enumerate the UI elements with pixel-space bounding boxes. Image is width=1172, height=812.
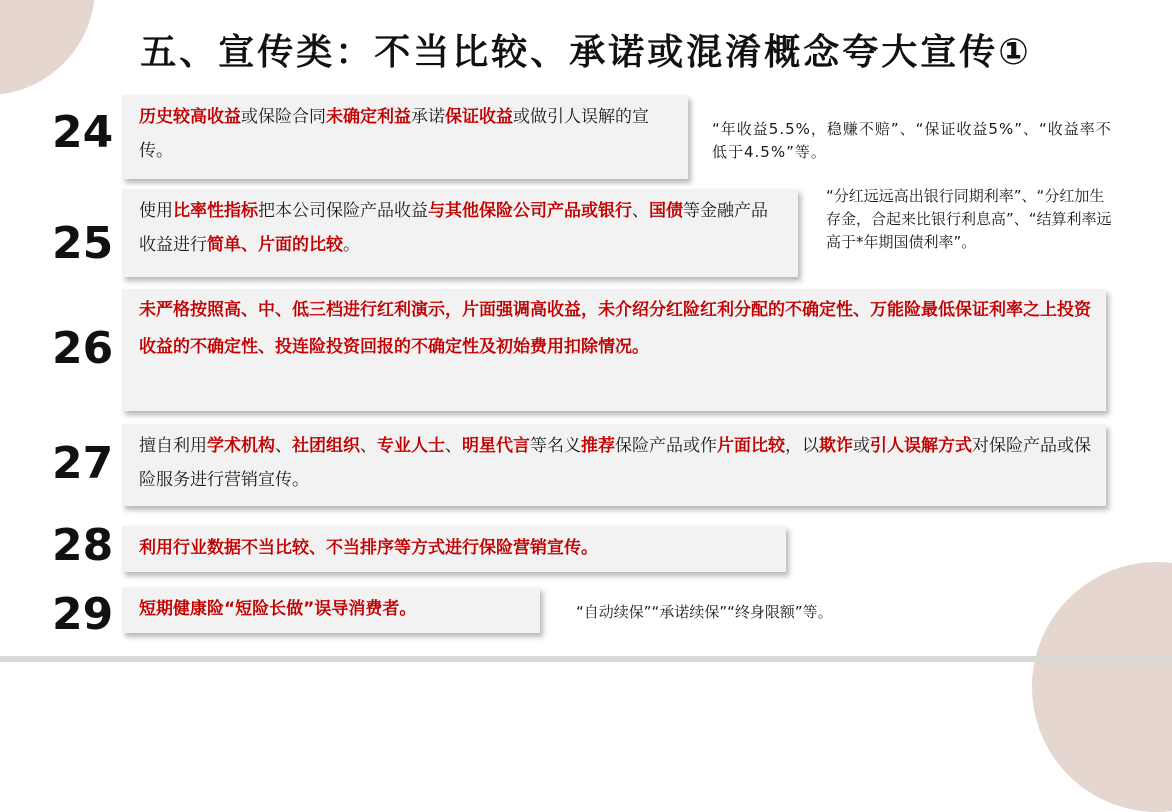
item-25-seg: 国债 [649,201,683,221]
item-box-29: 短期健康险“短险长做”误导消费者。 [122,587,540,633]
item-number-29: 29 [52,589,114,640]
item-27-seg: 欺诈 [819,436,853,456]
item-25-seg: 把本公司保险产品收益 [258,201,428,221]
item-27-seg: ，以 [785,436,819,456]
item-27-seg: 保险产品或作 [615,436,717,456]
item-27-seg: 明星代言 [462,436,530,456]
item-number-27: 27 [52,438,114,489]
item-27-seg: 对保险产品或保险服务进行营销宣传。 [139,436,1091,490]
item-25-seg: 等金融产品收益进行 [139,201,768,255]
item-27-seg: 社团组织 [292,436,360,456]
decorative-circle-bottom-right [1032,562,1172,812]
item-27-seg: 引人误解方式 [870,436,972,456]
item-25-seg: 。 [343,235,360,255]
item-27-seg: 擅自利用 [139,436,207,456]
item-25-seg: 、 [632,201,649,221]
item-box-24 [122,95,688,179]
item-27-seg: 片面比较 [717,436,785,456]
item-24-seg: 承诺 [411,107,445,127]
item-27-seg: 专业人士 [377,436,445,456]
item-number-25: 25 [52,218,114,269]
item-24-example-note: “年收益5.5%，稳赚不赔”、“保证收益5%”、“收益率不低于4.5%”等。 [712,120,1112,161]
item-box-25 [122,189,798,277]
item-25-example-note: “分红远远高出银行同期利率”、“分红加生存金，合起来比银行利息高”、“结算利率远高于*年期国债利率”。 [826,187,1112,251]
item-number-24: 24 [52,107,114,158]
item-box-28: 利用行业数据不当比较、不当排序等方式进行保险营销宣传。 [122,526,786,572]
item-27-seg: 推荐 [581,436,615,456]
item-27-seg: 、 [445,436,462,456]
item-27-seg: 学术机构 [207,436,275,456]
item-25-seg: 使用 [139,201,173,221]
page-title: 五、宣传类：不当比较、承诺或混淆概念夸大宣传① [140,32,1032,73]
item-number-28: 28 [52,520,114,571]
item-25-seg: 与其他保险公司产品或银行 [428,201,632,221]
item-box-27 [122,424,1106,506]
item-24-seg: 保证收益 [445,107,513,127]
bottom-divider [0,656,1172,662]
item-number-26: 26 [52,323,114,374]
item-27-seg: 等名义 [530,436,581,456]
item-24-seg: 未确定利益 [326,107,411,127]
item-24-seg: 或保险合同 [241,107,326,127]
item-29-example-note: “自动续保”“承诺续保”“终身限额”等。 [576,603,833,621]
item-24-seg: 历史较高收益 [139,107,241,127]
item-24-seg: 或做引人误解的宣传。 [139,107,649,161]
item-25-seg: 比率性指标 [173,201,258,221]
item-27-seg: 、 [275,436,292,456]
item-27-seg: 、 [360,436,377,456]
item-box-26: 未严格按照高、中、低三档进行红利演示，片面强调高收益，未介绍分红险红利分配的不确定性、万能险最低保证利率之上投资收益的不确定性、投连险投资回报的不确定性及初始费用扣除情况。 [122,289,1106,411]
item-27-seg: 或 [853,436,870,456]
item-25-seg: 简单、片面的比较 [207,235,343,255]
